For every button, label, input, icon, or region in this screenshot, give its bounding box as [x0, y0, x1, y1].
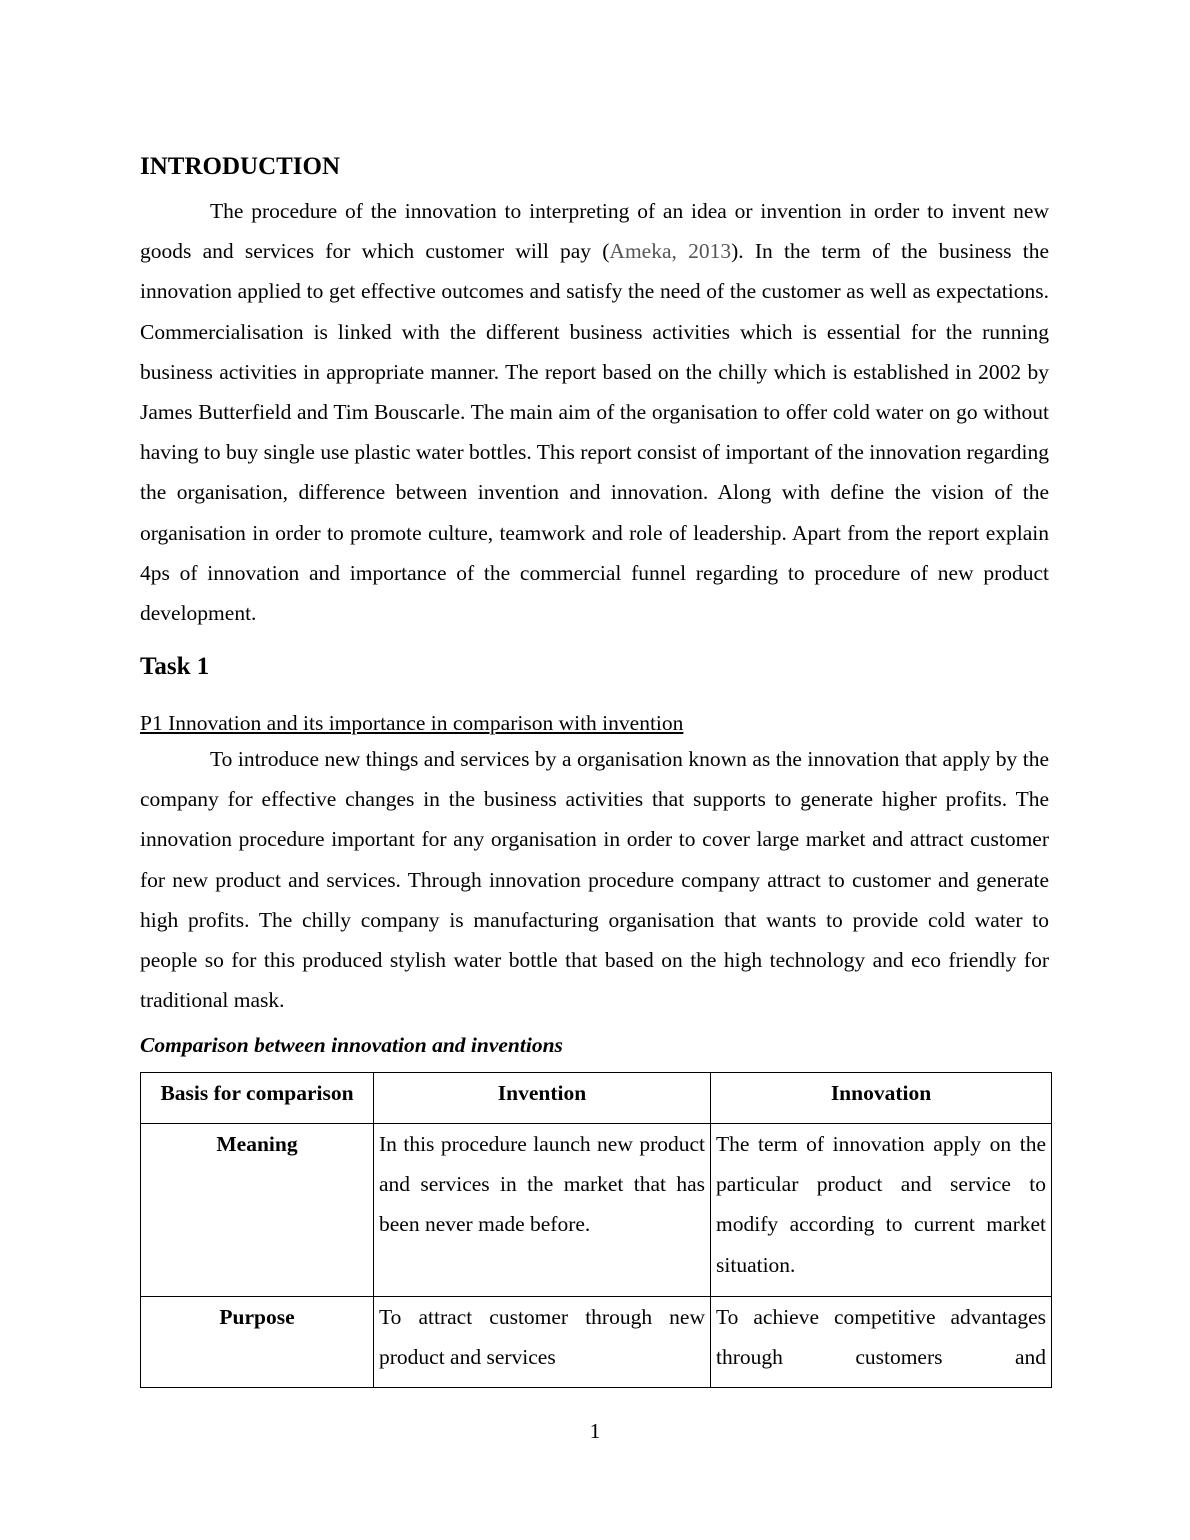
invention-purpose-cell: To attract customer through new product and services — [374, 1297, 711, 1388]
table-row — [141, 1124, 1052, 1297]
innovation-purpose-cell: To achieve competitive advantages through customers and — [711, 1297, 1052, 1388]
header-invention: Invention — [374, 1073, 711, 1124]
citation-link[interactable]: Ameka, 2013 — [609, 239, 732, 264]
header-innovation: Innovation — [711, 1073, 1052, 1124]
intro-text-start: The procedure of the innovation to interpreting of an idea or invention in order to invent new goods and services for which customer will pay ( — [140, 199, 1049, 264]
invention-meaning-cell: In this procedure launch new product and services in the market that has been never made before. — [374, 1124, 711, 1297]
table-header-row — [141, 1073, 1052, 1124]
p1-subheading: P1 Innovation and its importance in comparison with invention — [140, 711, 684, 735]
task-1-heading: Task 1 — [140, 653, 210, 680]
introduction-paragraph — [140, 191, 1049, 633]
header-basis: Basis for comparison — [141, 1073, 374, 1124]
row-basis-purpose: Purpose — [141, 1297, 374, 1388]
task-1-paragraph: To introduce new things and services by a organisation known as the innovation that apply by the company for effective changes in the business activities that supports to generate higher profits. The innovation procedure important for any organisation in order to cover large market and attract customer for new product and services. Through innovation procedure company attract to customer and generate high profits. The chilly company is manufacturing organisation that wants to provide cold water to people so for this produced stylish water bottle that based on the high technology and eco friendly for traditional mask. — [140, 747, 1049, 1013]
innovation-meaning-cell: The term of innovation apply on the particular product and service to modify according to current market situation. — [711, 1124, 1052, 1297]
comparison-caption: Comparison between innovation and inventions — [140, 1033, 563, 1057]
row-basis-meaning: Meaning — [141, 1124, 374, 1297]
introduction-heading: INTRODUCTION — [140, 153, 341, 180]
page-number: 1 — [589, 1419, 601, 1443]
comparison-table — [140, 1072, 1052, 1388]
intro-text-end: ). In the term of the business the innovation applied to get effective outcomes and satisfy the need of the customer as well as expectations. Commercialisation is linked with the different business activities which is essential for the running business activities in appropriate manner. The report based on the chilly which is established in 2002 by James Butterfield and Tim Bouscarle. The main aim of the organisation to offer cold water on go without having to buy single use plastic water bottles. This report consist of important of the innovation regarding the organisation, difference between invention and innovation. Along with define the vision of the organisation in order to promote culture, teamwork and role of leadership. Apart from the report explain 4ps of innovation and importance of the commercial funnel regarding to procedure of new product development. — [140, 239, 1049, 626]
table-row — [141, 1297, 1052, 1388]
